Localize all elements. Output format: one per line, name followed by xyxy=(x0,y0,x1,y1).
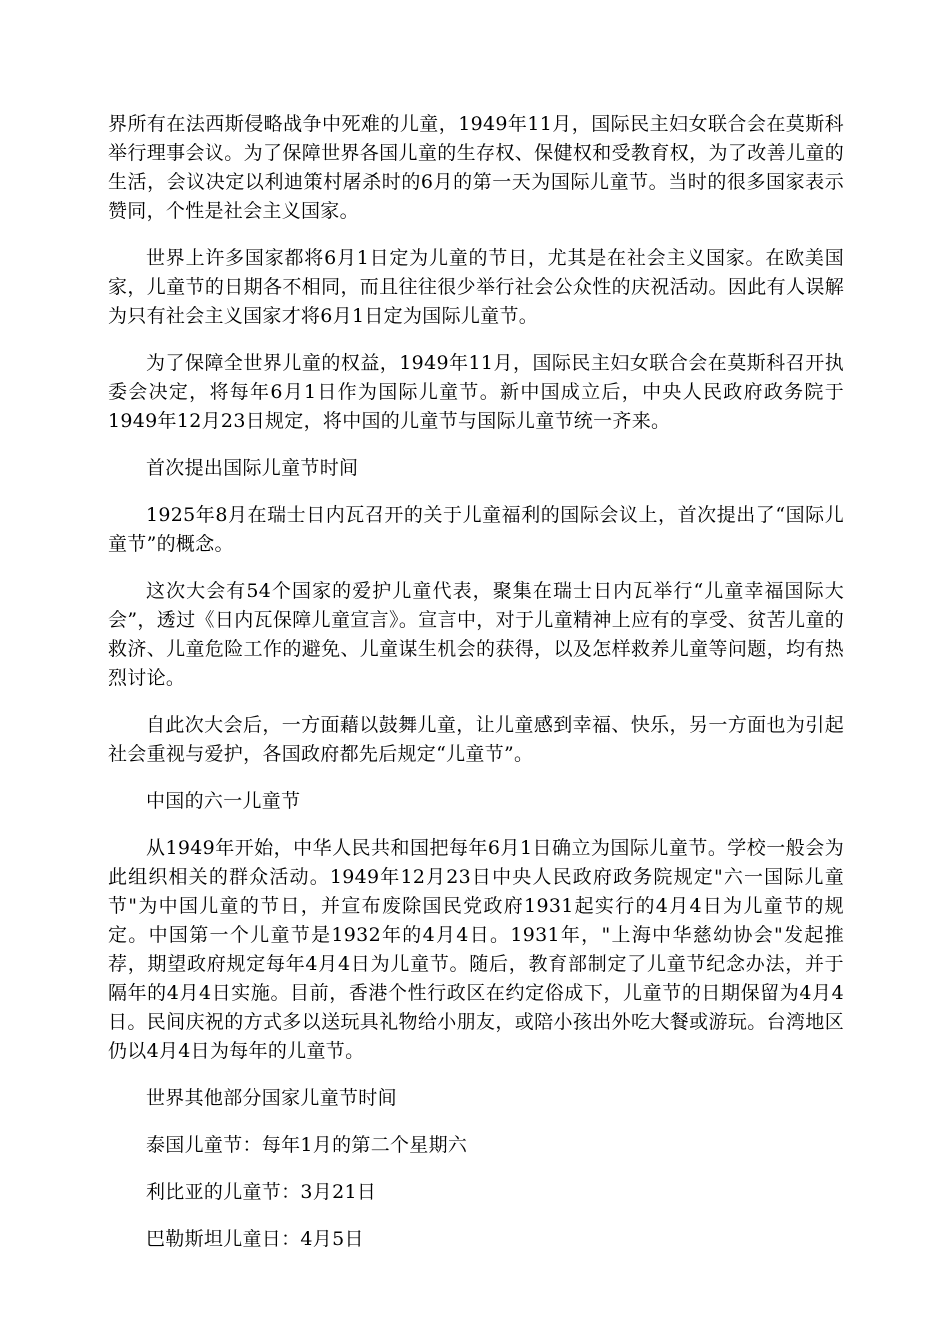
section-heading-other-countries: 世界其他部分国家儿童节时间 xyxy=(146,1087,397,1109)
paragraph-children-day-origin: 界所有在法西斯侵略战争中死难的儿童，1949年11月，国际民主妇女联合会在莫斯科举行理事会议。为了保障世界各国儿童的生存权、保健权和受教育权，为了改善儿童的生活，会议决定以利迪策村屠杀时的6月的第一天为国际儿童节。当时的很多国家表示赞同，个性是社会主义国家。 xyxy=(108,113,844,222)
section-heading-first-proposal: 首次提出国际儿童节时间 xyxy=(146,457,359,479)
paragraph-china-history: 从1949年开始，中华人民共和国把每年6月1日确立为国际儿童节。学校一般会为此组织相关的群众活动。1949年12月23日中央人民政府政务院规定"六一国际儿童节"为中国儿童的节日，并宣布废除国民党政府1931起实行的4月4日为儿童节的规定。中国第一个儿童节是1932年的4月4日。1931年，"上海中华慈幼协会"发起推荐，期望政府规定每年4月4日为儿童节。随后，教育部制定了儿童节纪念办法，并于隔年的4月4日实施。目前，香港个性行政区在约定俗成下，儿童节的日期保留为4月4日。民间庆祝的方式多以送玩具礼物给小朋友，或陪小孩出外吃大餐或游玩。台湾地区仍以4月4日为每年的儿童节。 xyxy=(108,837,844,1062)
section-heading-china-june-first: 中国的六一儿童节 xyxy=(146,790,301,812)
list-item-palestine: 巴勒斯坦儿童日：4月5日 xyxy=(146,1228,364,1250)
list-item-thailand: 泰国儿童节：每年1月的第二个星期六 xyxy=(146,1134,468,1156)
paragraph-1925-geneva: 1925年8月在瑞士日内瓦召开的关于儿童福利的国际会议上，首次提出了“国际儿童节”的概念。 xyxy=(108,504,844,555)
paragraph-54-countries: 这次大会有54个国家的爱护儿童代表，聚集在瑞士日内瓦举行“儿童幸福国际大会”，透过《日内瓦保障儿童宣言》。宣言中，对于儿童精神上应有的享受、贫苦儿童的救济、儿童危险工作的避免、儿童谋生机会的获得，以及怎样救养儿童等问题，均有热烈讨论。 xyxy=(108,580,844,689)
paragraph-1949-decision: 为了保障全世界儿童的权益，1949年11月，国际民主妇女联合会在莫斯科召开执委会决定，将每年6月1日作为国际儿童节。新中国成立后，中央人民政府政务院于1949年12月23日规定，将中国的儿童节与国际儿童节统一齐来。 xyxy=(108,352,844,432)
list-item-libya: 利比亚的儿童节：3月21日 xyxy=(146,1181,377,1203)
document-page xyxy=(108,110,844,1272)
paragraph-after-conference: 自此次大会后，一方面藉以鼓舞儿童，让儿童感到幸福、快乐，另一方面也为引起社会重视与爱护，各国政府都先后规定“儿童节”。 xyxy=(108,714,844,765)
paragraph-socialist-countries: 世界上许多国家都将6月1日定为儿童的节日，尤其是在社会主义国家。在欧美国家，儿童节的日期各不相同，而且往往很少举行社会公众性的庆祝活动。因此有人误解为只有社会主义国家才将6月1日定为国际儿童节。 xyxy=(108,247,844,327)
